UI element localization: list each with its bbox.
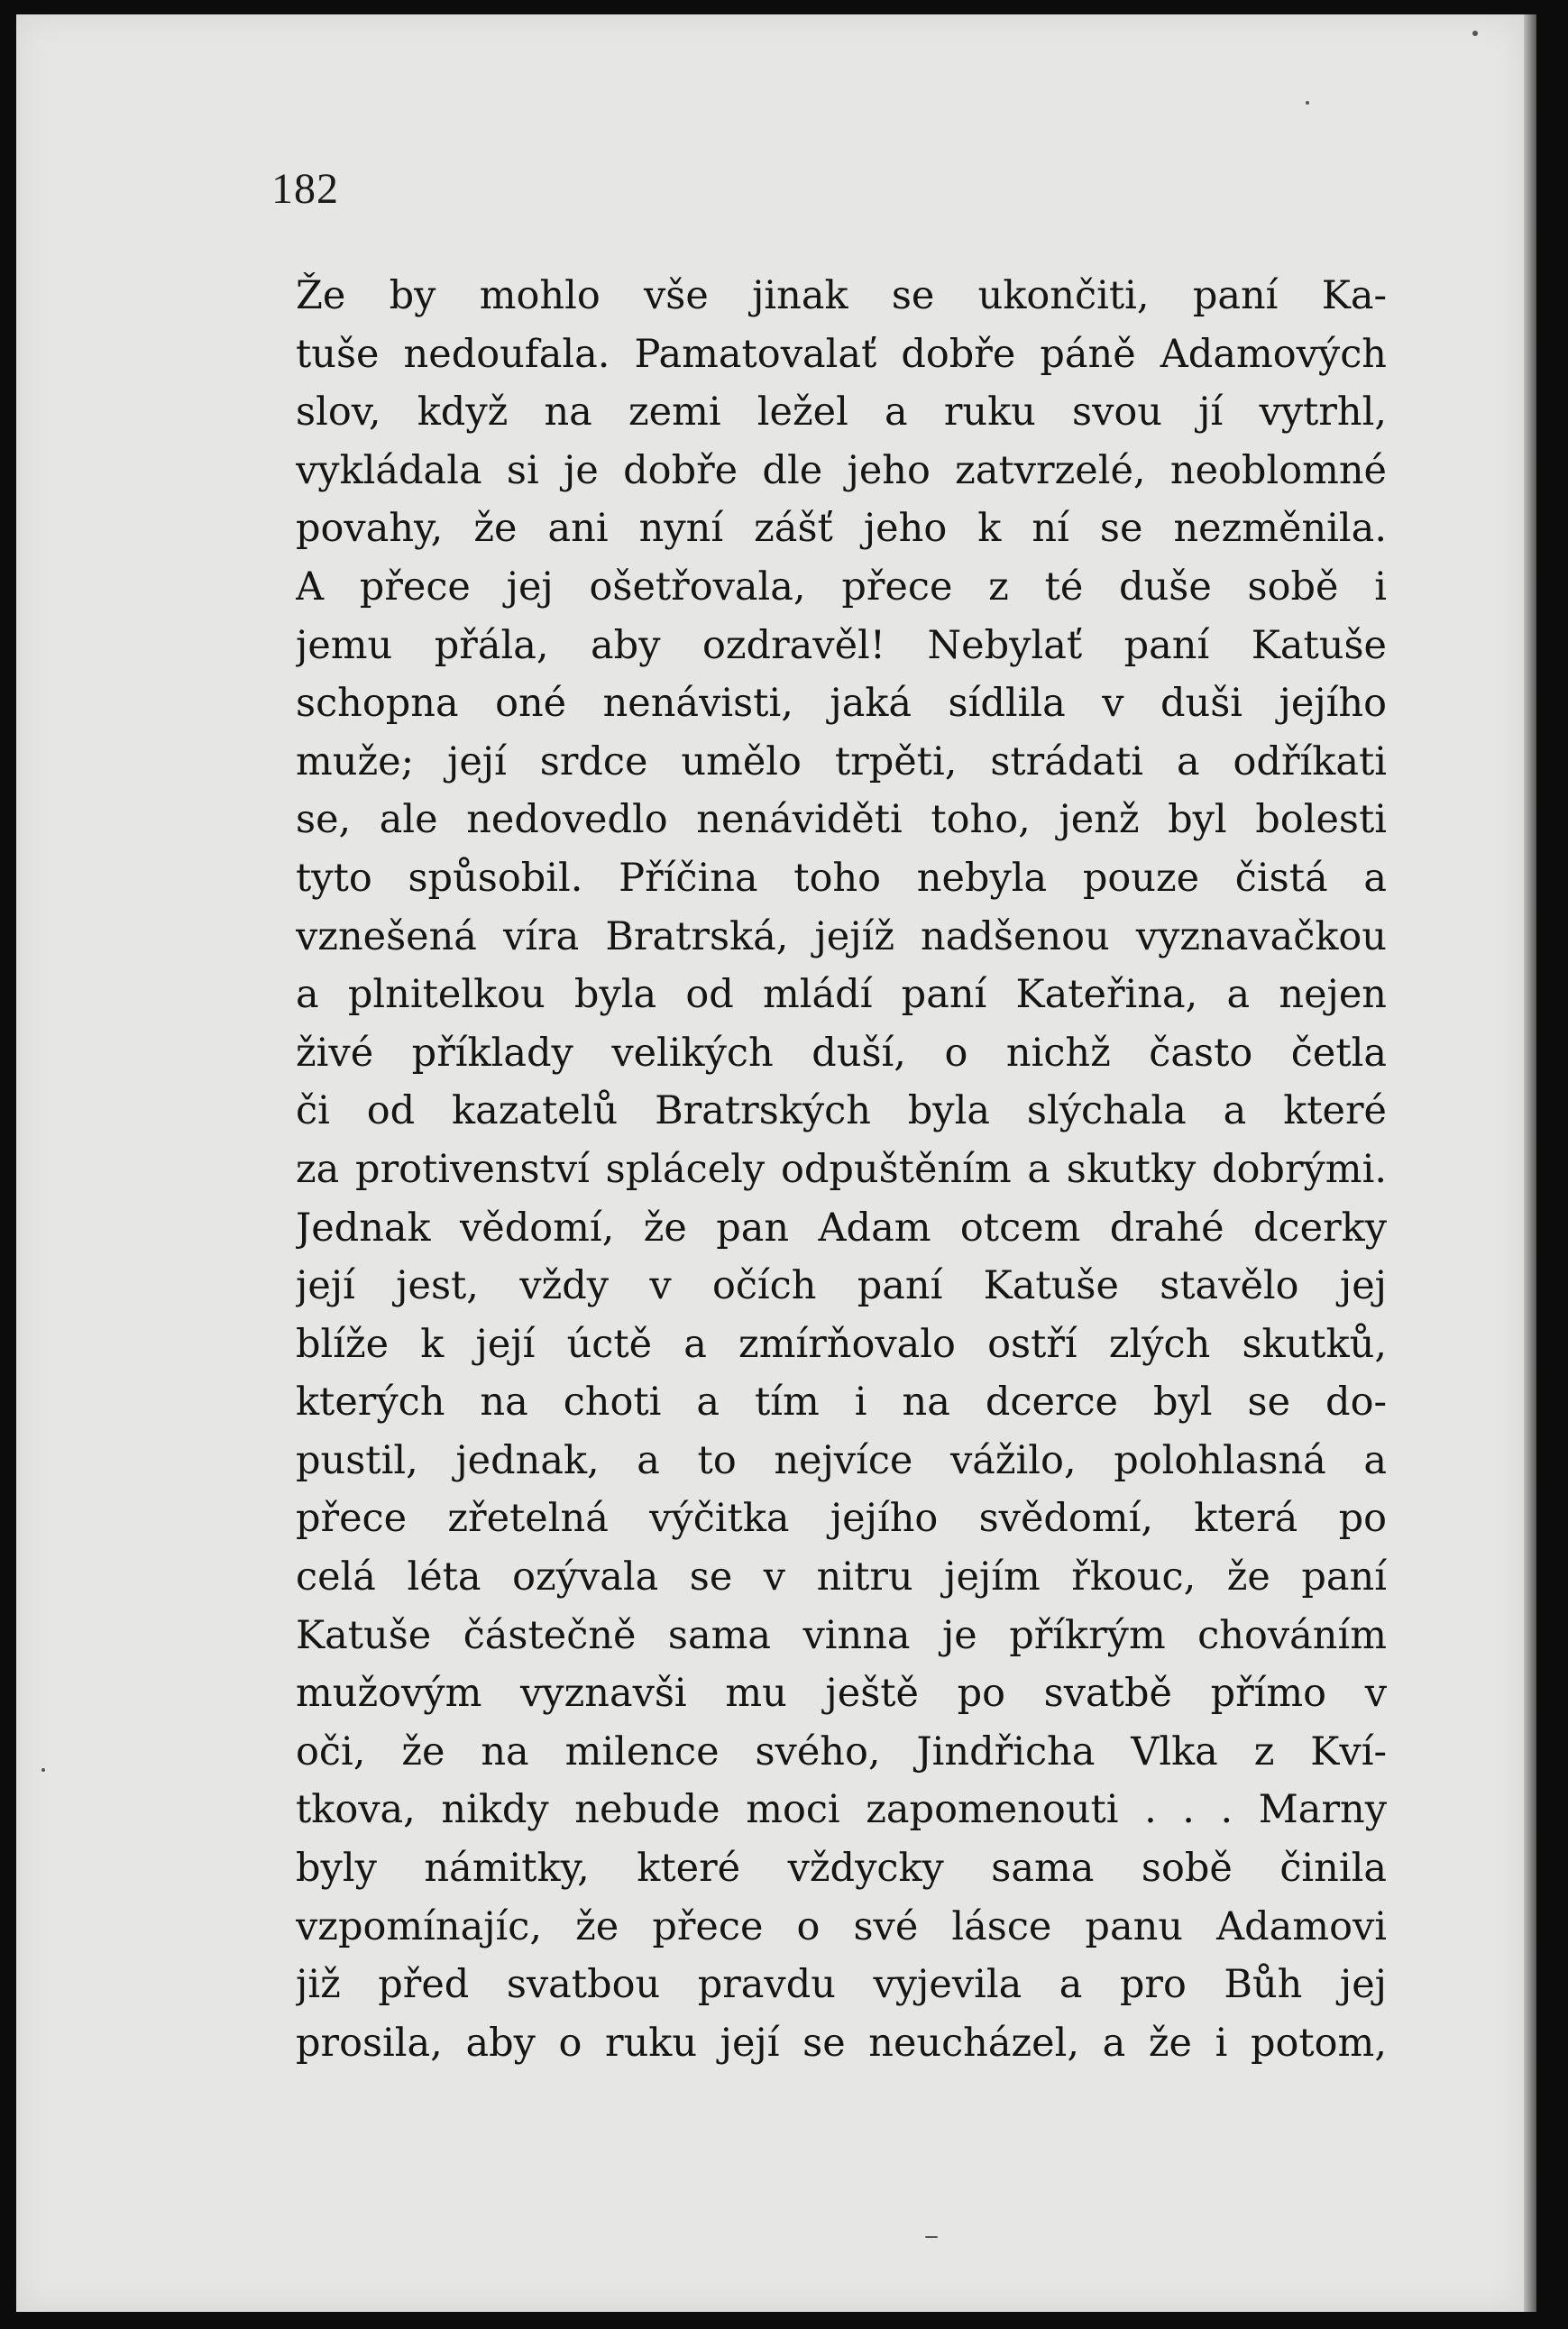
paper-speck (41, 1768, 45, 1772)
text-line: za protivenství splácely odpuštěním a skutky dobrými. (296, 1146, 1387, 1192)
paper-speck (1472, 31, 1478, 36)
text-line: vykládala si je dobře dle jeho zatvrzelé, neoblomné (296, 447, 1387, 493)
paper-speck (925, 2236, 938, 2238)
page-text (296, 267, 1387, 2072)
text-line: živé příklady velikých duší, o nichž často četla (296, 1030, 1387, 1076)
text-line: schopna oné nenávisti, jaká sídlila v duši jejího (296, 681, 1387, 727)
page-number: 182 (271, 165, 339, 213)
text-line: muže; její srdce umělo trpěti, strádati a odříkati (296, 738, 1387, 784)
text-line: A přece jej ošetřovala, přece z té duše sobě i (296, 564, 1387, 610)
text-line: tkova, nikdy nebude moci zapomenouti . . . Marny (296, 1787, 1387, 1833)
text-line: Katuše částečně sama vinna je příkrým chováním (296, 1612, 1387, 1658)
text-line: tyto spůsobil. Příčina toho nebyla pouze čistá a (296, 855, 1387, 901)
text-line: již před svatbou pravdu vyjevila a pro Bůh jej (296, 1962, 1387, 2008)
text-line: vznešená víra Bratrská, jejíž nadšenou vyznavačkou (296, 913, 1387, 959)
text-line: blíže k její úctě a zmírňovalo ostří zlých skutků, (296, 1321, 1387, 1367)
text-line: Jednak vědomí, že pan Adam otcem drahé dcerky (296, 1205, 1387, 1251)
text-line: vzpomínajíc, že přece o své lásce panu Adamovi (296, 1903, 1387, 1949)
text-line: přece zřetelná výčitka jejího svědomí, která po (296, 1496, 1387, 1542)
text-line: její jest, vždy v očích paní Katuše stavělo jej (296, 1263, 1387, 1309)
text-line: a plnitelkou byla od mládí paní Kateřina, a nejen (296, 972, 1387, 1018)
paper-speck (1306, 101, 1309, 105)
text-line: pustil, jednak, a to nejvíce vážilo, polohlasná a (296, 1437, 1387, 1483)
text-line: či od kazatelů Bratrských byla slýchala a které (296, 1088, 1387, 1134)
text-line: kterých na choti a tím i na dcerce byl se do- (296, 1380, 1387, 1426)
text-line: prosila, aby o ruku její se neucházel, a že i potom, (296, 2020, 1387, 2066)
text-line: Že by mohlo vše jinak se ukončiti, paní Ka- (296, 273, 1387, 318)
book-page (16, 14, 1524, 2312)
text-line: byly námitky, které vždycky sama sobě činila (296, 1846, 1387, 1892)
text-line: slov, když na zemi ležel a ruku svou jí vytrhl, (296, 390, 1387, 436)
text-line: oči, že na milence svého, Jindřicha Vlka z Kví- (296, 1728, 1387, 1774)
text-line: povahy, že ani nyní zášť jeho k ní se nezměnila. (296, 506, 1387, 552)
text-line: mužovým vyznavši mu ještě po svatbě přímo v (296, 1671, 1387, 1717)
text-line: jemu přála, aby ozdravěl! Nebylať paní Katuše (296, 622, 1387, 668)
page-edge-shadow (1524, 14, 1536, 2312)
text-line: se, ale nedovedlo nenáviděti toho, jenž byl bolesti (296, 797, 1387, 843)
text-line: celá léta ozývala se v nitru jejím řkouc, že paní (296, 1554, 1387, 1600)
text-line: tuše nedoufala. Pamatovalať dobře páně Adamových (296, 331, 1387, 377)
